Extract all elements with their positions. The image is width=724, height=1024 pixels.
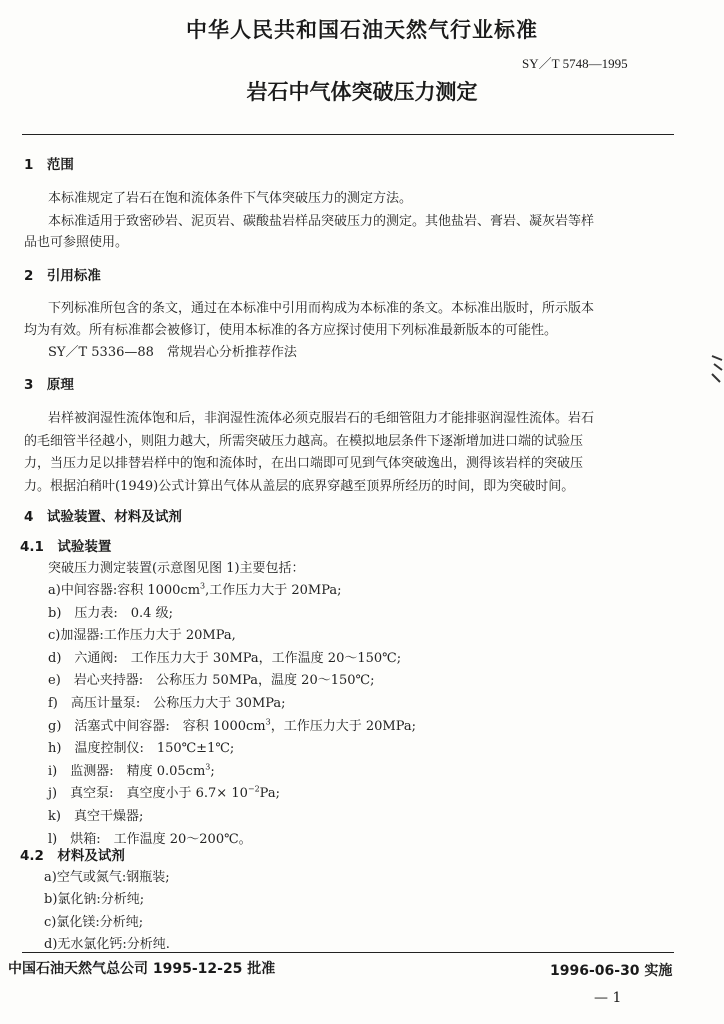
section-1-para-1: 本标准规定了岩石在饱和流体条件下气体突破压力的测定方法。: [48, 191, 413, 206]
document-title: 岩石中气体突破压力测定: [246, 80, 478, 104]
equipment-item-text-tail: Pa;: [259, 786, 280, 802]
normative-reference: SY／T 5336—88 常规岩心分析推荐作法: [48, 345, 297, 360]
section-3-line-1: 岩样被润湿性流体饱和后，非润湿性流体必须克服岩石的毛细管阻力才能排驱润湿性流体。岩石: [48, 411, 595, 426]
equipment-item: [48, 602, 173, 621]
standard-number: SY／T 5748—1995: [522, 56, 628, 71]
approval-line: 中国石油天然气总公司 1995-12-25 批准: [8, 961, 276, 977]
equipment-item: [48, 624, 236, 643]
section-4-2-heading: 4.2 材料及试剂: [20, 848, 125, 864]
material-item: c)氯化镁:分析纯;: [44, 914, 144, 930]
section-3-line-4: 力。根据泊稍叶(1949)公式计算出气体从盖层的底界穿越至顶界所经历的时间，即为突破时间。: [24, 479, 575, 494]
equipment-item-text: c)加湿器:工作压力大于 20MPa,: [48, 628, 236, 644]
issuing-authority: 中华人民共和国石油天然气行业标准: [186, 18, 538, 42]
equipment-item: [48, 647, 401, 666]
equipment-item-text: g) 活塞式中间容器: 容积 1000cm: [48, 718, 266, 734]
equipment-item: [48, 805, 143, 824]
section-1-heading: 1 范围: [24, 157, 74, 173]
section-2-para-1: 下列标准所包含的条文，通过在本标准中引用而构成为本标准的条文。本标准出版时，所示版本: [48, 301, 595, 316]
equipment-item: [48, 579, 342, 598]
section-3-line-3: 力，当压力足以排替岩样中的饱和流体时，在出口端即可见到气体突破逸出，测得该岩样的突破压: [24, 456, 584, 471]
section-3-heading: 3 原理: [24, 377, 74, 393]
equipment-item-superscript: −2: [247, 785, 260, 795]
header-divider: [22, 134, 674, 135]
section-4-1-intro: 突破压力测定装置(示意图见图 1)主要包括：: [48, 561, 305, 576]
equipment-item: [48, 692, 286, 711]
equipment-item-text-tail: ,工作压力大于 20MPa;: [205, 583, 342, 598]
binding-mark-icon: [708, 352, 724, 386]
equipment-item-text: j) 真空泵: 真空度小于 6.7× 10: [48, 786, 248, 802]
equipment-item: [48, 715, 416, 734]
equipment-item-text: b) 压力表: 0.4 级;: [48, 605, 173, 621]
material-item: a)空气或氮气:钢瓶装;: [44, 870, 170, 885]
material-item: b)氯化钠:分析纯;: [44, 892, 145, 908]
footer-divider: [22, 952, 674, 953]
equipment-item-text: l) 烘箱: 工作温度 20～200℃。: [48, 831, 252, 847]
equipment-item-text: a)中间容器:容积 1000cm: [48, 583, 201, 598]
page-number: — 1: [594, 990, 622, 1006]
equipment-item: [48, 760, 215, 779]
section-2-para-1-cont: 均为有效。所有标准都会被修订，使用本标准的各方应探讨使用下列标准最新版本的可能性。: [24, 323, 558, 338]
equipment-item: [48, 669, 374, 688]
equipment-item-text: e) 岩心夹持器: 公称压力 50MPa，温度 20～150℃;: [48, 673, 375, 689]
section-3-line-2: 的毛细管半径越小，则阻力越大，所需突破压力越高。在模拟地层条件下逐渐增加进口端的试验压: [24, 434, 584, 449]
material-item: d)无水氯化钙:分析纯.: [44, 937, 170, 953]
equipment-item-text-tail: ，工作压力大于 20MPa;: [270, 718, 416, 734]
section-2-heading: 2 引用标准: [24, 268, 101, 284]
section-1-para-2: 本标准适用于致密砂岩、泥页岩、碳酸盐岩样品突破压力的测定。其他盐岩、膏岩、凝灰岩等样: [48, 214, 595, 229]
equipment-item-superscript: 3: [205, 762, 211, 772]
equipment-item: [48, 782, 280, 801]
equipment-item-superscript: 3: [200, 581, 206, 591]
equipment-item-text: k) 真空干燥器;: [48, 809, 144, 824]
section-4-heading: 4 试验装置、材料及试剂: [24, 509, 182, 525]
equipment-item-text: d) 六通阀: 工作压力大于 30MPa，工作温度 20～150℃;: [48, 650, 402, 666]
section-1-para-2-cont: 品也可参照使用。: [24, 235, 129, 250]
equipment-item-superscript: 3: [265, 717, 271, 727]
equipment-item-text: i) 监测器: 精度 0.05cm: [48, 763, 206, 779]
equipment-item-text-tail: ;: [210, 763, 215, 779]
equipment-item: [48, 737, 234, 756]
equipment-item-text: h) 温度控制仪: 150℃±1℃;: [48, 741, 235, 757]
section-4-1-heading: 4.1 试验装置: [20, 539, 112, 555]
equipment-item-text: f) 高压计量泵: 公称压力大于 30MPa;: [48, 696, 286, 711]
effective-date: 1996-06-30 实施: [550, 963, 673, 979]
